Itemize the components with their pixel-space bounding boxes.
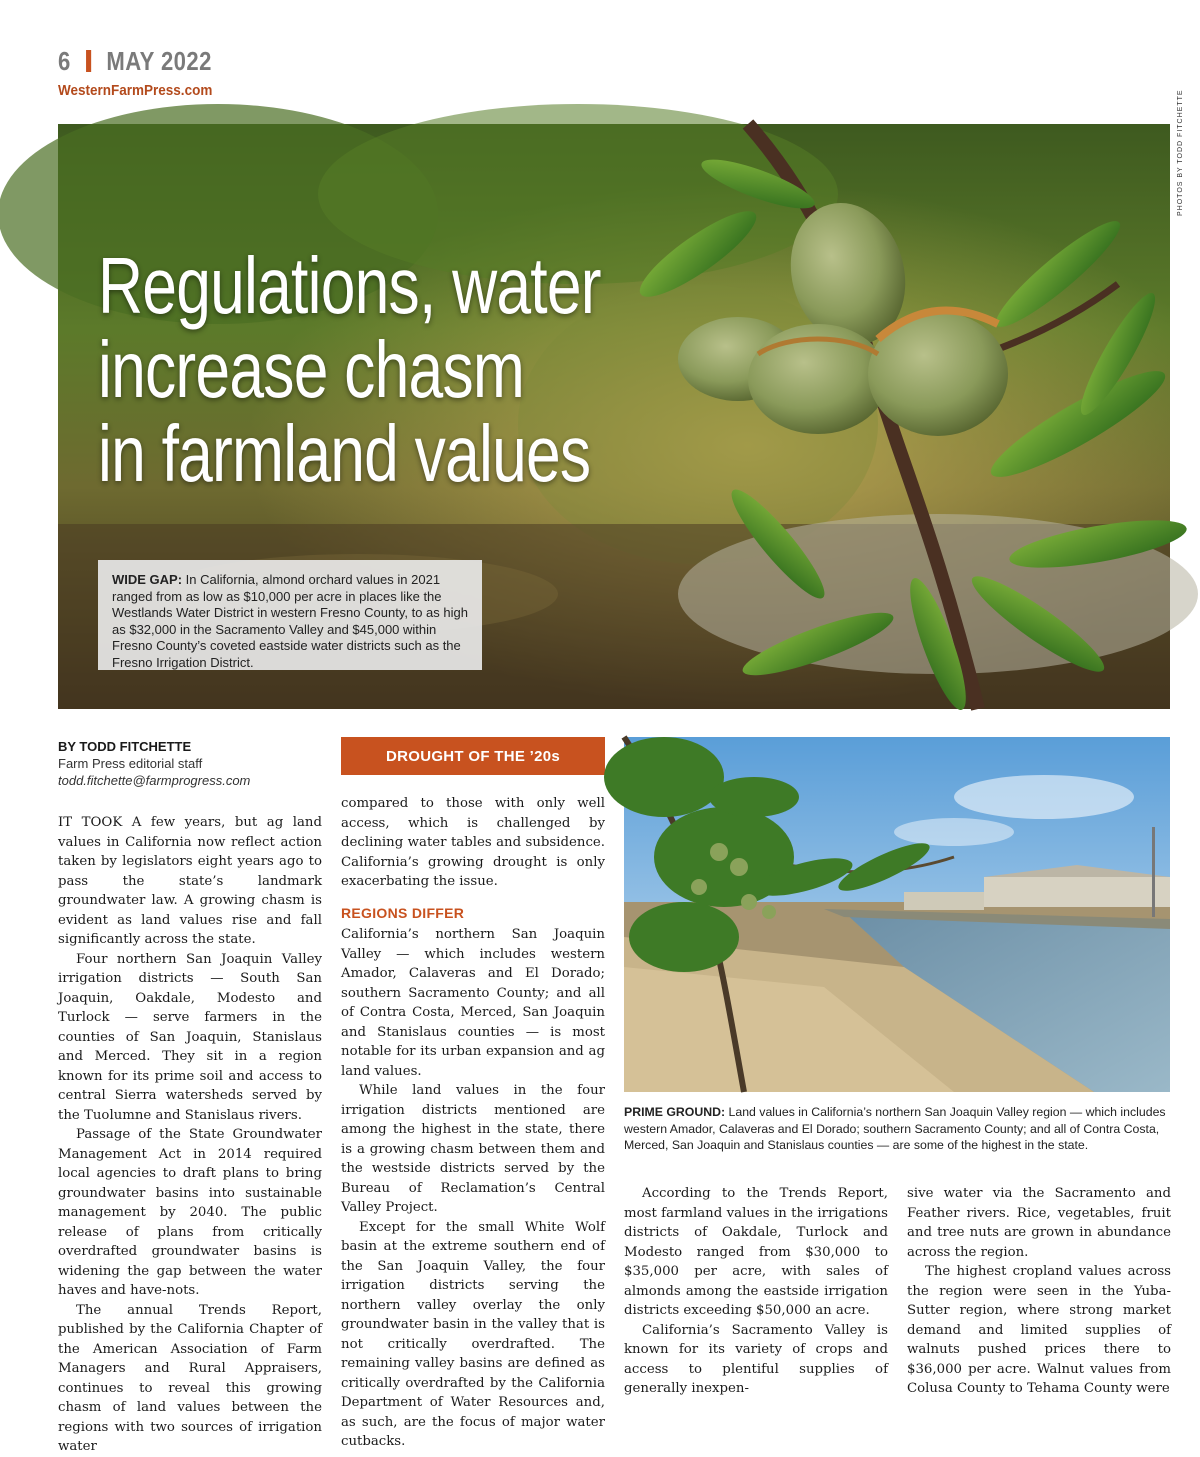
caption-label: WIDE GAP: bbox=[112, 572, 183, 587]
article-column-1 bbox=[58, 813, 322, 1457]
paragraph: According to the Trends Report, most farmland values in the irrigations districts of Oakdale, Turlock and Modesto ranged from $30,000 to $35,000 per acre, with sales of almonds among the eastside irrigation districts exceeding $50,000 an acre. bbox=[624, 1186, 888, 1318]
headline-line: increase chasm bbox=[98, 325, 525, 414]
canal-photo bbox=[624, 737, 1170, 1092]
author-role: Farm Press editorial staff bbox=[58, 756, 203, 771]
paragraph: compared to those with only well access, which is challenged by declining water tables and subsidence. California’s growing drought is only exacerbating the issue. bbox=[341, 796, 605, 889]
byline bbox=[58, 738, 328, 789]
hero-caption bbox=[98, 560, 482, 670]
caption-text: Land values in California’s northern San Joaquin Valley region — which includes western Amador, Calaveras and El Dorado; southern Sacramento County; and all of Contra Costa, Merced, San Joaquin and Stanislaus counties — are some of the highest in the state. bbox=[624, 1105, 1166, 1152]
site-name: WesternFarmPress.com bbox=[58, 82, 213, 99]
article-column-3 bbox=[624, 1184, 888, 1399]
subhead: REGIONS DIFFER bbox=[341, 904, 465, 921]
canal-illustration bbox=[624, 737, 1170, 1092]
paragraph: The highest cropland values across the region were seen in the Yuba-Sutter region, where strong market demand and limited supplies of walnuts pushed prices there to $36,000 per acre. Walnut values from Colusa County to Tehama County were bbox=[907, 1264, 1171, 1396]
paragraph: While land values in the four irrigation districts mentioned are among the highest in the state, there is a growing chasm between them and the westside districts served by the Bureau of Reclamation’s Central Valley Project. bbox=[341, 1083, 605, 1215]
article-column-4 bbox=[907, 1184, 1171, 1399]
paragraph: Passage of the State Groundwater Management Act in 2014 required local agencies to draft plans to bring groundwater basins into sustainable management by 2040. The public release of plans from critically overdrafted groundwater basins is widening the gap between the water haves and have-nots. bbox=[58, 1127, 322, 1298]
paragraph: sive water via the Sacramento and Feather rivers. Rice, vegetables, fruit and tree nuts are grown in abundance across the region. bbox=[907, 1186, 1171, 1260]
paragraph: California’s northern San Joaquin Valley — which includes western Amador, Calaveras and El Dorado; southern Sacramento County; and all of Contra Costa, Merced, San Joaquin and Stanislaus counties — is most notable for its urban expansion and ag land values. bbox=[341, 927, 605, 1079]
paragraph: California’s Sacramento Valley is known for its variety of crops and access to plentiful supplies of generally inexpen- bbox=[624, 1322, 888, 1396]
photo-credit: PHOTOS BY TODD FITCHETTE bbox=[1177, 89, 1184, 216]
headline-line: in farmland values bbox=[98, 409, 591, 498]
paragraph: Four northern San Joaquin Valley irrigation districts — South San Joaquin, Oakdale, Modesto and Turlock — serve farmers in the counties of San Joaquin, Stanislaus and Merced. They sit in a region known for its prime soil and access to central Sierra watersheds served by the Tuolumne and Stanislaus rivers. bbox=[58, 951, 322, 1123]
paragraph: IT TOOK A few years, but ag land values in California now reflect action taken by legislators eight years ago to pass the state’s landmark groundwater law. A growing chasm is evident as land values rise and fall significantly across the state. bbox=[58, 815, 322, 947]
author-email[interactable]: todd.fitchette@farmprogress.com bbox=[58, 773, 251, 788]
section-kicker: DROUGHT OF THE ’20s bbox=[341, 737, 605, 775]
headline-line: Regulations, water bbox=[98, 241, 601, 330]
issue-date: MAY 2022 bbox=[106, 46, 212, 76]
page-number: 6 bbox=[58, 46, 71, 76]
article-column-2 bbox=[341, 794, 605, 1452]
headline bbox=[98, 241, 601, 498]
folio-divider bbox=[86, 50, 91, 72]
page-folio bbox=[58, 46, 212, 77]
canal-caption bbox=[624, 1104, 1170, 1154]
paragraph: The annual Trends Report, published by the California Chapter of the American Association of Farm Managers and Rural Appraisers, continues to reveal this growing chasm of land values between the regions with two sources of irrigation water bbox=[58, 1302, 322, 1454]
caption-label: PRIME GROUND: bbox=[624, 1105, 726, 1119]
paragraph: Except for the small White Wolf basin at the extreme southern end of the San Joaquin Valley, the four irrigation districts serving the northern valley overlay the only groundwater basin in the valley that is not critically overdrafted. The remaining valley basins are defined as critically overdrafted by the California Department of Water Resources and, as such, are the focus of major water cutbacks. bbox=[341, 1219, 605, 1449]
caption-text: In California, almond orchard values in 2021 ranged from as low as $10,000 per acre in places like the Westlands Water District in western Fresno County, to as high as $32,000 in the Sacramento Valley and $45,000 within Fresno County’s coveted eastside water districts such as the Fresno Irrigation District. bbox=[112, 572, 468, 670]
author-name: BY TODD FITCHETTE bbox=[58, 739, 192, 754]
hero-photo bbox=[58, 124, 1170, 709]
